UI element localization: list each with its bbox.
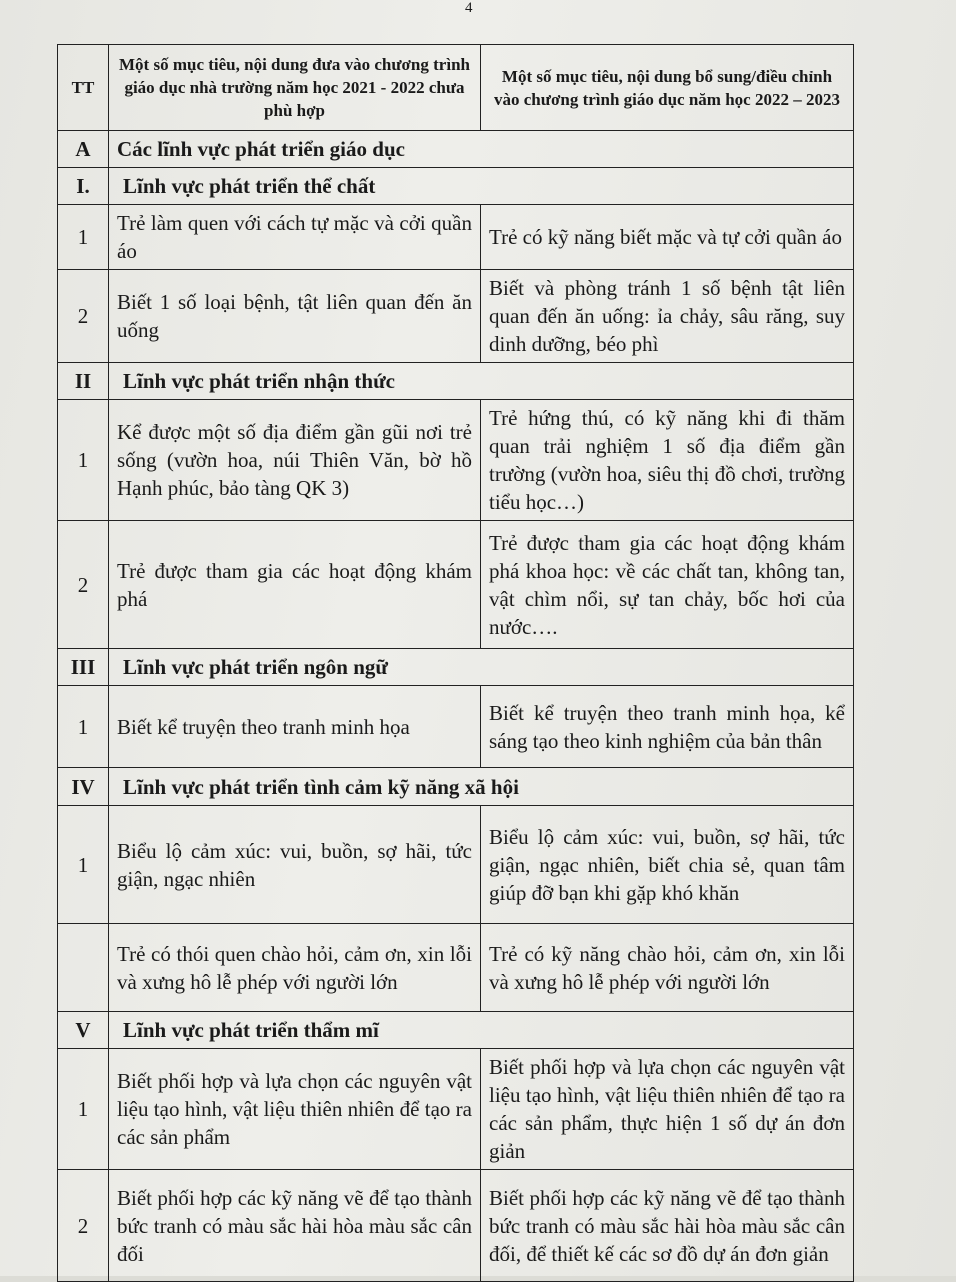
row-new-content: Trẻ có kỹ năng biết mặc và tự cởi quần áo xyxy=(481,205,854,270)
group-header-row xyxy=(58,168,854,205)
group-tt: II xyxy=(58,363,109,400)
section-a-row xyxy=(58,131,854,168)
group-tt: I. xyxy=(58,168,109,205)
header-tt: TT xyxy=(58,45,109,131)
row-old-content: Biết kể truyện theo tranh minh họa xyxy=(109,686,481,768)
row-old-content: Biểu lộ cảm xúc: vui, buồn, sợ hãi, tức giận, ngạc nhiên xyxy=(109,806,481,924)
table-row xyxy=(58,521,854,649)
row-tt xyxy=(58,924,109,1012)
table-header-row xyxy=(58,45,854,131)
group-label: Lĩnh vực phát triển thể chất xyxy=(109,168,854,205)
group-header-row xyxy=(58,1012,854,1049)
row-tt: 1 xyxy=(58,686,109,768)
row-old-content: Trẻ làm quen với cách tự mặc và cởi quần áo xyxy=(109,205,481,270)
row-new-content: Biểu lộ cảm xúc: vui, buồn, sợ hãi, tức giận, ngạc nhiên, biết chia sẻ, quan tâm giúp đỡ bạn khi gặp khó khăn xyxy=(481,806,854,924)
table-row xyxy=(58,686,854,768)
row-new-content: Biết phối hợp các kỹ năng vẽ để tạo thành bức tranh có màu sắc hài hòa màu sắc cân đối, để thiết kế các sơ đồ dự án đơn giản xyxy=(481,1170,854,1282)
row-old-content: Biết 1 số loại bệnh, tật liên quan đến ăn uống xyxy=(109,270,481,363)
row-old-content: Biết phối hợp các kỹ năng vẽ để tạo thành bức tranh có màu sắc hài hòa màu sắc cân đối xyxy=(109,1170,481,1282)
group-header-row xyxy=(58,649,854,686)
row-new-content: Biết và phòng tránh 1 số bệnh tật liên quan đến ăn uống: ỉa chảy, sâu răng, suy dinh dưỡng, béo phì xyxy=(481,270,854,363)
table-row xyxy=(58,806,854,924)
group-label: Lĩnh vực phát triển ngôn ngữ xyxy=(109,649,854,686)
row-new-content: Biết phối hợp và lựa chọn các nguyên vật liệu tạo hình, vật liệu thiên nhiên để tạo ra các sản phẩm, thực hiện 1 số dự án đơn giản xyxy=(481,1049,854,1170)
row-old-content: Trẻ có thói quen chào hỏi, cảm ơn, xin lỗi và xưng hô lễ phép với người lớn xyxy=(109,924,481,1012)
row-tt: 1 xyxy=(58,400,109,521)
group-header-row xyxy=(58,768,854,806)
row-new-content: Biết kể truyện theo tranh minh họa, kể sáng tạo theo kinh nghiệm của bản thân xyxy=(481,686,854,768)
group-tt: III xyxy=(58,649,109,686)
header-col-new: Một số mục tiêu, nội dung bổ sung/điều chỉnh vào chương trình giáo dục năm học 2022 – 2023 xyxy=(481,45,854,131)
group-label: Lĩnh vực phát triển nhận thức xyxy=(109,363,854,400)
header-col-old: Một số mục tiêu, nội dung đưa vào chương trình giáo dục nhà trường năm học 2021 - 2022 chưa phù hợp xyxy=(109,45,481,131)
curriculum-table xyxy=(57,44,854,1282)
table-row xyxy=(58,270,854,363)
table-row xyxy=(58,205,854,270)
page-number: 4 xyxy=(465,0,473,16)
row-tt: 1 xyxy=(58,205,109,270)
group-label: Lĩnh vực phát triển tình cảm kỹ năng xã hội xyxy=(109,768,854,806)
section-a-label: Các lĩnh vực phát triển giáo dục xyxy=(109,131,854,168)
table-row xyxy=(58,1049,854,1170)
section-a-tt: A xyxy=(58,131,109,168)
group-tt: V xyxy=(58,1012,109,1049)
row-new-content: Trẻ có kỹ năng chào hỏi, cảm ơn, xin lỗi và xưng hô lễ phép với người lớn xyxy=(481,924,854,1012)
row-tt: 2 xyxy=(58,270,109,363)
group-label: Lĩnh vực phát triển thẩm mĩ xyxy=(109,1012,854,1049)
row-old-content: Kể được một số địa điểm gần gũi nơi trẻ sống (vườn hoa, núi Thiên Văn, bờ hồ Hạnh phúc, bảo tàng QK 3) xyxy=(109,400,481,521)
row-tt: 1 xyxy=(58,806,109,924)
row-new-content: Trẻ hứng thú, có kỹ năng khi đi thăm quan trải nghiệm 1 số địa điểm gần trường (vườn hoa, siêu thị đồ chơi, trường tiểu học…) xyxy=(481,400,854,521)
row-old-content: Trẻ được tham gia các hoạt động khám phá xyxy=(109,521,481,649)
group-tt: IV xyxy=(58,768,109,806)
row-tt: 1 xyxy=(58,1049,109,1170)
group-header-row xyxy=(58,363,854,400)
table-row xyxy=(58,400,854,521)
row-tt: 2 xyxy=(58,521,109,649)
row-tt: 2 xyxy=(58,1170,109,1282)
table-row xyxy=(58,1170,854,1282)
row-new-content: Trẻ được tham gia các hoạt động khám phá khoa học: về các chất tan, không tan, vật chìm nổi, sự tan chảy, bốc hơi của nước…. xyxy=(481,521,854,649)
row-old-content: Biết phối hợp và lựa chọn các nguyên vật liệu tạo hình, vật liệu thiên nhiên để tạo ra các sản phẩm xyxy=(109,1049,481,1170)
table-row xyxy=(58,924,854,1012)
